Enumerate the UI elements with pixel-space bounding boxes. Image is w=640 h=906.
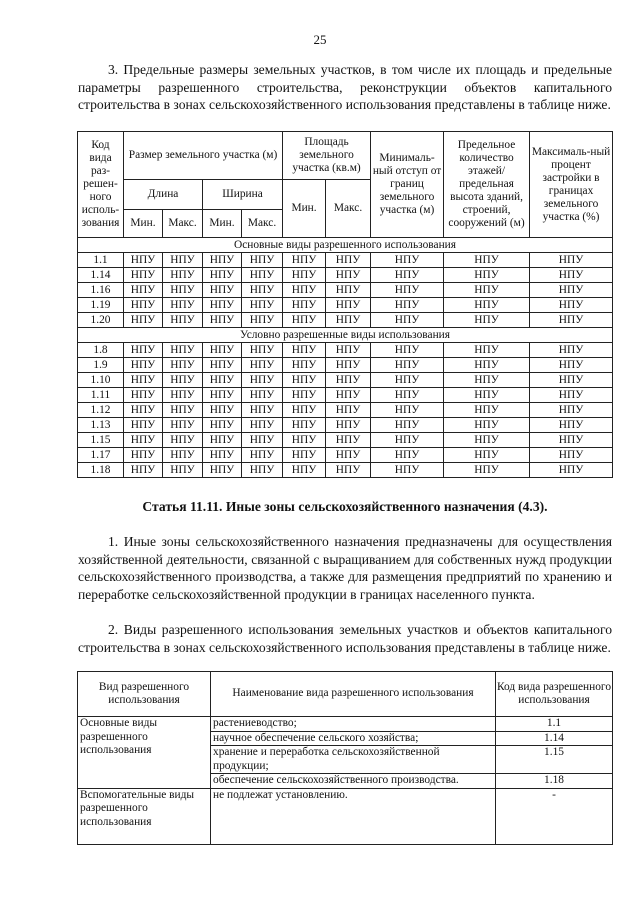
table-row (78, 268, 613, 283)
table-row (78, 343, 613, 358)
cell-value: НПУ (203, 403, 242, 418)
cell-value: НПУ (242, 388, 283, 403)
cell-value: НПУ (444, 268, 530, 283)
cell-value: НПУ (242, 373, 283, 388)
cell-value: НПУ (371, 448, 444, 463)
cell-value: НПУ (530, 343, 613, 358)
table-row (78, 388, 613, 403)
cell-value: НПУ (124, 388, 163, 403)
cell-value: НПУ (283, 463, 326, 478)
cell-value: НПУ (444, 418, 530, 433)
cell-value: НПУ (371, 298, 444, 313)
cell-value: НПУ (242, 283, 283, 298)
table-row (78, 403, 613, 418)
header-area: Площадь земельного участка (кв.м) (283, 132, 371, 180)
cell-value: НПУ (283, 358, 326, 373)
cell-value: НПУ (283, 343, 326, 358)
land-parameters-table (77, 131, 613, 478)
cell-value: НПУ (530, 298, 613, 313)
cell-value: НПУ (283, 388, 326, 403)
cell-value: НПУ (326, 358, 371, 373)
cell-value: НПУ (163, 283, 203, 298)
header-length: Длина (124, 180, 203, 210)
cell-value: НПУ (444, 298, 530, 313)
cell-value: НПУ (371, 313, 444, 328)
table-row (78, 463, 613, 478)
header-setback: Минималь-ный отступ от границ земельного участка (м) (371, 132, 444, 238)
cell-value: НПУ (163, 343, 203, 358)
cell-value: НПУ (371, 253, 444, 268)
header-length-min: Мин. (124, 210, 163, 238)
section-row (78, 328, 613, 343)
table-row (78, 298, 613, 313)
cell-value: НПУ (203, 343, 242, 358)
row-code: 1.12 (78, 403, 124, 418)
table-row (78, 253, 613, 268)
header-area-max: Макс. (326, 180, 371, 238)
cell-value: НПУ (124, 313, 163, 328)
row-code: 1.19 (78, 298, 124, 313)
cell-value: НПУ (124, 373, 163, 388)
cell-value: НПУ (371, 388, 444, 403)
row-code: 1.1 (78, 253, 124, 268)
cell-value: НПУ (283, 418, 326, 433)
cell-value: НПУ (326, 253, 371, 268)
cell-value: НПУ (530, 388, 613, 403)
cell-value: НПУ (203, 463, 242, 478)
cell-value: НПУ (203, 253, 242, 268)
cell-value: НПУ (203, 433, 242, 448)
cell-value: НПУ (163, 298, 203, 313)
use-name: научное обеспечение сельского хозяйства; (211, 731, 496, 746)
row-code: 1.11 (78, 388, 124, 403)
cell-value: НПУ (124, 403, 163, 418)
header-area-min: Мин. (283, 180, 326, 238)
cell-value: НПУ (242, 268, 283, 283)
use-name: обеспечение сельскохозяйственного производства. (211, 774, 496, 789)
aux-group-label: Вспомогательные виды разрешенного использования (78, 788, 211, 844)
cell-value: НПУ (124, 253, 163, 268)
cell-value: НПУ (444, 388, 530, 403)
row-code: 1.18 (78, 463, 124, 478)
cell-value: НПУ (530, 268, 613, 283)
cell-value: НПУ (326, 343, 371, 358)
cell-value: НПУ (203, 298, 242, 313)
row-code: 1.16 (78, 283, 124, 298)
cell-value: НПУ (163, 418, 203, 433)
cell-value: НПУ (163, 268, 203, 283)
cell-value: НПУ (444, 343, 530, 358)
cell-value: НПУ (242, 343, 283, 358)
header-percent: Максималь-ный процент застройки в границах земельного участка (%) (530, 132, 613, 238)
cell-value: НПУ (242, 253, 283, 268)
cell-value: НПУ (203, 448, 242, 463)
cell-value: НПУ (283, 253, 326, 268)
paragraph-1: 1. Иные зоны сельскохозяйственного назначения предназначены для осуществления хозяйственной деятельности, связанной с выращиванием для собственных нужд продукции сельскохозяйственного производства, а также для размещения предприятий по хранению и переработке сельскохозяйственной продукции в границах населенного пункта. (78, 534, 612, 602)
page-number: 25 (313, 32, 327, 47)
cell-value: НПУ (163, 373, 203, 388)
cell-value: НПУ (242, 313, 283, 328)
table-row (78, 448, 613, 463)
use-code: 1.15 (496, 746, 613, 774)
cell-value: НПУ (444, 433, 530, 448)
row-code: 1.8 (78, 343, 124, 358)
header-code: Код вида раз-решен-ного исполь-зования (78, 132, 124, 238)
cell-value: НПУ (283, 373, 326, 388)
cell-value: НПУ (283, 403, 326, 418)
table-row (78, 788, 613, 844)
header-floors: Предельное количество этажей/ предельная высота зданий, строений, сооружений (м) (444, 132, 530, 238)
table-row (78, 283, 613, 298)
cell-value: НПУ (444, 463, 530, 478)
cell-value: НПУ (326, 388, 371, 403)
header-use-name: Наименование вида разрешенного использования (211, 672, 496, 717)
cell-value: НПУ (371, 283, 444, 298)
cell-value: НПУ (242, 448, 283, 463)
cell-value: НПУ (163, 253, 203, 268)
row-code: 1.20 (78, 313, 124, 328)
cell-value: НПУ (371, 403, 444, 418)
cell-value: НПУ (283, 268, 326, 283)
cell-value: НПУ (326, 373, 371, 388)
cell-value: НПУ (444, 403, 530, 418)
use-name: не подлежат установлению. (211, 788, 496, 844)
cell-value: НПУ (530, 418, 613, 433)
use-name: растениеводство; (211, 717, 496, 732)
permitted-use-table (77, 671, 613, 845)
cell-value: НПУ (203, 358, 242, 373)
cell-value: НПУ (203, 313, 242, 328)
cell-value: НПУ (124, 283, 163, 298)
cell-value: НПУ (371, 358, 444, 373)
cell-value: НПУ (124, 298, 163, 313)
cell-value: НПУ (530, 283, 613, 298)
table-row (78, 717, 613, 732)
cell-value: НПУ (163, 388, 203, 403)
row-code: 1.14 (78, 268, 124, 283)
cell-value: НПУ (203, 388, 242, 403)
cell-value: НПУ (444, 283, 530, 298)
cell-value: НПУ (371, 418, 444, 433)
use-name: хранение и переработка сельскохозяйственной продукции; (211, 746, 496, 774)
cell-value: НПУ (530, 373, 613, 388)
cell-value: НПУ (326, 403, 371, 418)
cell-value: НПУ (371, 433, 444, 448)
cell-value: НПУ (530, 448, 613, 463)
paragraph-2: 2. Виды разрешенного использования земельных участков и объектов капитального строительства в зонах сельскохозяйственного использования представлены в таблице ниже. (78, 622, 612, 655)
table-row (78, 433, 613, 448)
cell-value: НПУ (163, 433, 203, 448)
cell-value: НПУ (242, 463, 283, 478)
cell-value: НПУ (326, 313, 371, 328)
cell-value: НПУ (326, 448, 371, 463)
row-code: 1.10 (78, 373, 124, 388)
cell-value: НПУ (371, 268, 444, 283)
cell-value: НПУ (124, 433, 163, 448)
cell-value: НПУ (530, 253, 613, 268)
cell-value: НПУ (124, 358, 163, 373)
cell-value: НПУ (530, 358, 613, 373)
cell-value: НПУ (371, 463, 444, 478)
cell-value: НПУ (444, 253, 530, 268)
cell-value: НПУ (283, 283, 326, 298)
cell-value: НПУ (242, 298, 283, 313)
header-width: Ширина (203, 180, 283, 210)
cell-value: НПУ (242, 403, 283, 418)
row-code: 1.15 (78, 433, 124, 448)
cell-value: НПУ (124, 343, 163, 358)
main-group-label: Основные виды разрешенного использования (78, 717, 211, 789)
row-code: 1.17 (78, 448, 124, 463)
cell-value: НПУ (242, 433, 283, 448)
header-length-max: Макс. (163, 210, 203, 238)
cell-value: НПУ (444, 358, 530, 373)
cell-value: НПУ (326, 283, 371, 298)
cell-value: НПУ (283, 448, 326, 463)
use-code: 1.1 (496, 717, 613, 732)
cell-value: НПУ (124, 448, 163, 463)
cell-value: НПУ (371, 343, 444, 358)
cell-value: НПУ (530, 463, 613, 478)
table-row (78, 418, 613, 433)
header-use-code: Код вида разрешенного использования (496, 672, 613, 717)
cell-value: НПУ (163, 403, 203, 418)
cell-value: НПУ (444, 373, 530, 388)
cell-value: НПУ (326, 298, 371, 313)
cell-value: НПУ (124, 418, 163, 433)
use-code: 1.14 (496, 731, 613, 746)
table-row (78, 313, 613, 328)
cell-value: НПУ (530, 313, 613, 328)
cell-value: НПУ (283, 313, 326, 328)
cell-value: НПУ (444, 313, 530, 328)
cell-value: НПУ (203, 418, 242, 433)
cell-value: НПУ (371, 373, 444, 388)
section-row (78, 238, 613, 253)
cell-value: НПУ (203, 373, 242, 388)
cell-value: НПУ (283, 298, 326, 313)
table-row (78, 373, 613, 388)
cell-value: НПУ (444, 448, 530, 463)
paragraph-3: 3. Предельные размеры земельных участков, в том числе их площадь и предельные параметры разрешенного строительства, реконструкции объектов капитального строительства в зонах сельскохозяйственного использования представлены в таблице ниже. (78, 62, 612, 112)
cell-value: НПУ (326, 418, 371, 433)
cell-value: НПУ (326, 433, 371, 448)
cell-value: НПУ (124, 268, 163, 283)
cell-value: НПУ (203, 283, 242, 298)
cell-value: НПУ (326, 268, 371, 283)
cell-value: НПУ (124, 463, 163, 478)
cell-value: НПУ (530, 403, 613, 418)
use-code: - (496, 788, 613, 844)
header-use-type: Вид разрешенного использования (78, 672, 211, 717)
use-code: 1.18 (496, 774, 613, 789)
header-width-min: Мин. (203, 210, 242, 238)
cell-value: НПУ (283, 433, 326, 448)
cell-value: НПУ (242, 418, 283, 433)
article-heading: Статья 11.11. Иные зоны сельскохозяйственного назначения (4.3). (142, 499, 548, 514)
cell-value: НПУ (203, 268, 242, 283)
section-title: Условно разрешенные виды использования (78, 328, 613, 343)
header-width-max: Макс. (242, 210, 283, 238)
section-title: Основные виды разрешенного использования (78, 238, 613, 253)
row-code: 1.13 (78, 418, 124, 433)
cell-value: НПУ (163, 313, 203, 328)
cell-value: НПУ (163, 463, 203, 478)
cell-value: НПУ (326, 463, 371, 478)
row-code: 1.9 (78, 358, 124, 373)
cell-value: НПУ (242, 358, 283, 373)
header-size: Размер земельного участка (м) (124, 132, 283, 180)
cell-value: НПУ (530, 433, 613, 448)
cell-value: НПУ (163, 358, 203, 373)
table-row (78, 358, 613, 373)
cell-value: НПУ (163, 448, 203, 463)
